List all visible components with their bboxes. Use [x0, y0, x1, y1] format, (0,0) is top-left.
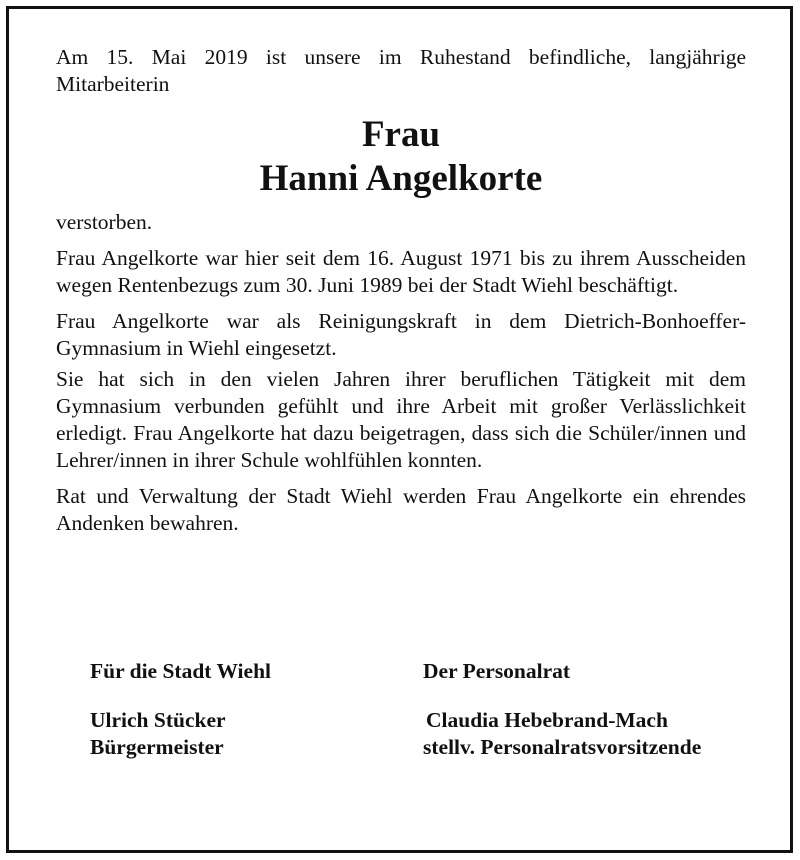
paragraph-position: Frau Angelkorte war als Reinigungskraft in dem Dietrich-Bonhoeffer-Gymnasium in Wiehl eingesetzt. [56, 309, 746, 360]
signature-council-heading: Der Personalrat [423, 659, 571, 683]
intro-text: Am 15. Mai 2019 ist unsere im Ruhestand befindliche, langjährige Mitarbeiterin [56, 45, 746, 96]
deceased-name-block [56, 113, 746, 201]
signature-city-name: Ulrich Stücker [90, 708, 226, 732]
salutation: Frau [361, 114, 441, 155]
signature-city [90, 658, 271, 761]
notice-body [56, 44, 746, 537]
signature-council-name: Claudia Hebebrand-Mach [426, 708, 668, 732]
paragraph-tribute: Sie hat sich in den vielen Jahren ihrer beruflichen Tätigkeit mit dem Gymnasium verbunden gefühlt und ihre Arbeit mit großer Verlässlichkeit erledigt. Frau Angelkorte hat dazu beigetragen, dass sich die Schüler/innen und Lehrer/innen in ihrer Schule wohlfühlen konnten. [56, 367, 746, 472]
signature-city-role: Bürgermeister [90, 735, 224, 759]
signature-staff-council [423, 658, 701, 761]
deceased-text: verstorben. [56, 210, 153, 234]
signature-city-heading: Für die Stadt Wiehl [90, 659, 271, 683]
signature-council-role: stellv. Personalratsvorsitzende [423, 735, 702, 759]
paragraph-remembrance: Rat und Verwaltung der Stadt Wiehl werden Frau Angelkorte ein ehrendes Andenken bewahren. [56, 484, 746, 535]
deceased-name: Hanni Angelkorte [259, 158, 543, 199]
paragraph-employment: Frau Angelkorte war hier seit dem 16. August 1971 bis zu ihrem Ausscheiden wegen Rentenbezugs zum 30. Juni 1989 bei der Stadt Wiehl beschäftigt. [56, 246, 746, 297]
